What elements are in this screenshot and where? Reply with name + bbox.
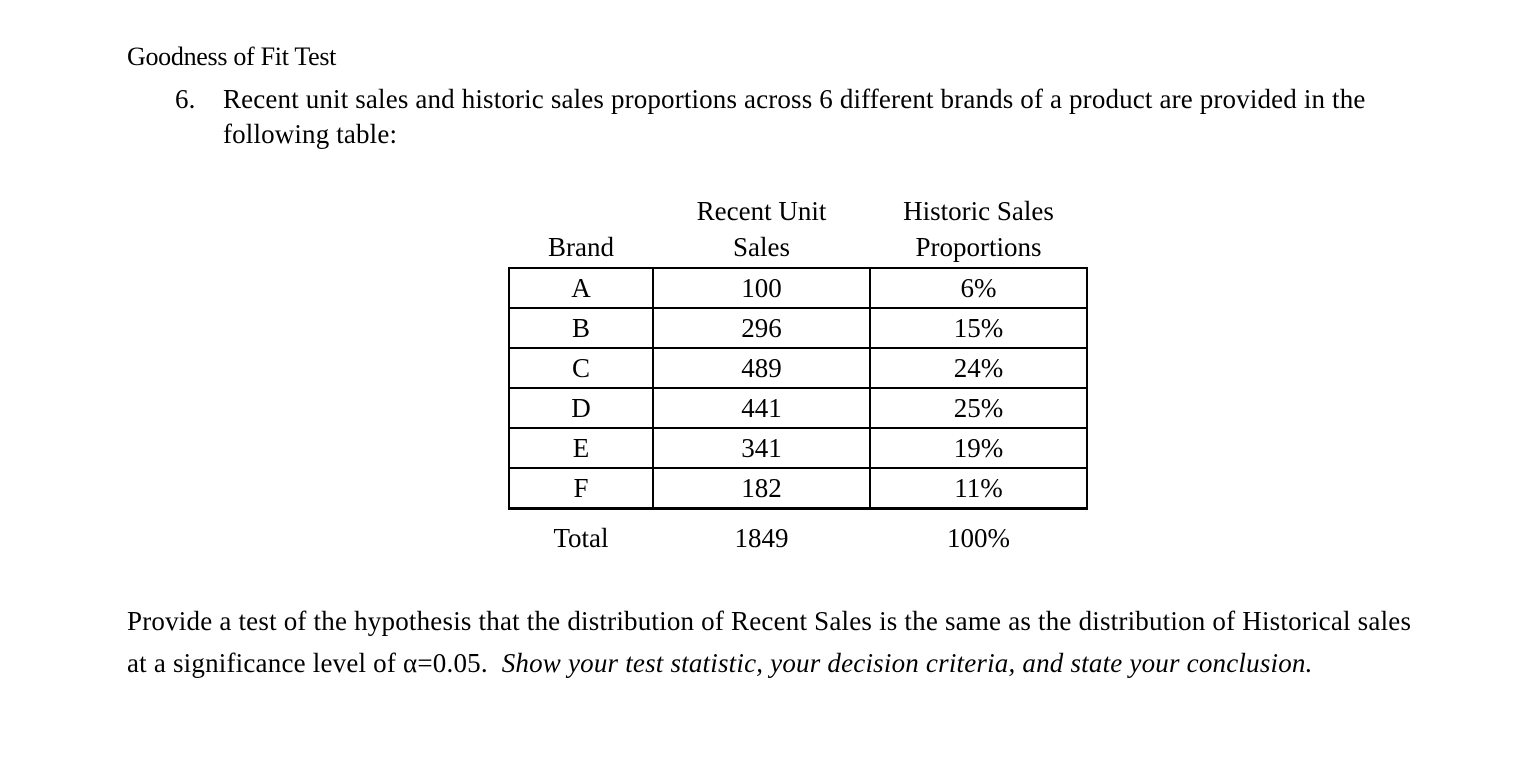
cell-units: 296 [653, 308, 870, 348]
cell-units: 100 [653, 268, 870, 308]
table-row [509, 308, 1087, 348]
cell-units: 441 [653, 388, 870, 428]
table-row [509, 268, 1087, 308]
question-prompt [127, 600, 1437, 684]
header-units-line1: Recent Unit [696, 196, 827, 226]
header-units-line2: Sales [733, 232, 790, 262]
cell-brand: C [509, 348, 653, 388]
header-prop-line1: Historic Sales [903, 196, 1054, 226]
table-row [509, 348, 1087, 388]
question-text: Recent unit sales and historic sales proportions across 6 different brands of a product are provided in the following table: [223, 84, 1366, 149]
total-label: Total [553, 522, 609, 553]
table-row [509, 388, 1087, 428]
cell-brand: B [509, 308, 653, 348]
table-row [509, 468, 1087, 509]
prompt-emphasis: Show your test statistic, your decision criteria, and state your conclusion. [501, 648, 1313, 678]
cell-prop: 24% [870, 348, 1087, 388]
table-header-row [509, 193, 1087, 268]
header-historic-sales-proportions [870, 193, 1087, 268]
cell-units: 182 [653, 468, 870, 509]
cell-prop: 19% [870, 428, 1087, 468]
cell-units: 341 [653, 428, 870, 468]
prompt-text: Provide a test of the hypothesis that the distribution of Recent Sales is the same as the distribution of Historical sales at a significance level of α=0.05. [127, 606, 1412, 678]
cell-brand: E [509, 428, 653, 468]
question-number: 6. [175, 84, 196, 114]
header-brand-label: Brand [548, 232, 614, 262]
cell-prop: 25% [870, 388, 1087, 428]
section-heading: Goodness of Fit Test [127, 42, 337, 71]
cell-brand: D [509, 388, 653, 428]
header-prop-line2: Proportions [915, 232, 1042, 262]
table-total-row [509, 509, 1087, 563]
sales-table [508, 193, 1088, 562]
cell-brand: A [509, 268, 653, 308]
header-recent-unit-sales [653, 193, 870, 268]
total-units: 1849 [734, 522, 789, 553]
total-prop: 100% [947, 522, 1010, 553]
table-row [509, 428, 1087, 468]
cell-prop: 15% [870, 308, 1087, 348]
header-brand [509, 193, 653, 268]
cell-prop: 6% [870, 268, 1087, 308]
cell-units: 489 [653, 348, 870, 388]
cell-prop: 11% [870, 468, 1087, 509]
cell-brand: F [509, 468, 653, 509]
